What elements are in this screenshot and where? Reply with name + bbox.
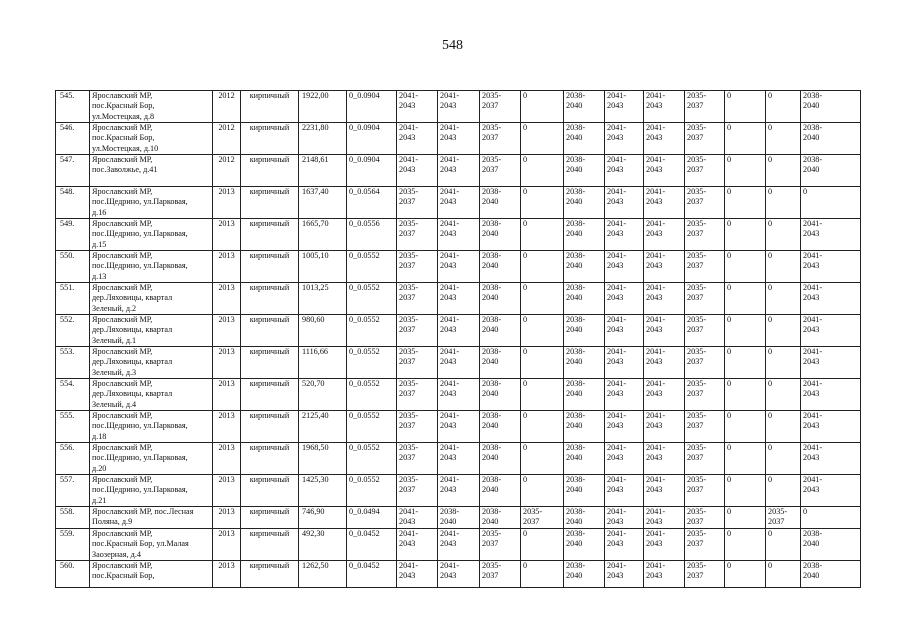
period-cell-10: 0 xyxy=(766,443,801,475)
year-cell: 2012 xyxy=(213,91,241,123)
table-row xyxy=(56,251,861,283)
period-cell-9: 0 xyxy=(725,347,766,379)
period-cell-2: 2041- 2043 xyxy=(438,315,480,347)
period-cell-5: 2038- 2040 xyxy=(564,443,605,475)
period-cell-2: 2041- 2043 xyxy=(438,475,480,507)
year-cell: 2013 xyxy=(213,315,241,347)
row-number-cell: 560. xyxy=(56,561,90,588)
coefficient-cell: 0_0.0904 xyxy=(347,155,397,187)
period-cell-7: 2041- 2043 xyxy=(644,529,685,561)
period-cell-2: 2041- 2043 xyxy=(438,561,480,588)
table-row xyxy=(56,379,861,411)
area-cell: 1116,66 xyxy=(299,347,347,379)
coefficient-cell: 0_0.0552 xyxy=(347,283,397,315)
period-cell-8: 2035- 2037 xyxy=(685,379,725,411)
period-cell-11: 2041- 2043 xyxy=(801,219,861,251)
period-cell-11: 2041- 2043 xyxy=(801,251,861,283)
area-cell: 520,70 xyxy=(299,379,347,411)
area-cell: 2125,40 xyxy=(299,411,347,443)
period-cell-10: 0 xyxy=(766,347,801,379)
period-cell-5: 2038- 2040 xyxy=(564,123,605,155)
area-cell: 2148,61 xyxy=(299,155,347,187)
period-cell-11: 2038- 2040 xyxy=(801,155,861,187)
period-cell-4: 0 xyxy=(521,475,564,507)
coefficient-cell: 0_0.0556 xyxy=(347,219,397,251)
period-cell-3: 2038- 2040 xyxy=(480,379,521,411)
coefficient-cell: 0_0.0904 xyxy=(347,123,397,155)
wall-material-cell: кирпичный xyxy=(241,91,299,123)
period-cell-1: 2035- 2037 xyxy=(397,347,438,379)
period-cell-1: 2035- 2037 xyxy=(397,315,438,347)
area-cell: 1637,40 xyxy=(299,187,347,219)
period-cell-4: 0 xyxy=(521,91,564,123)
period-cell-7: 2041- 2043 xyxy=(644,123,685,155)
coefficient-cell: 0_0.0904 xyxy=(347,91,397,123)
period-cell-8: 2035- 2037 xyxy=(685,561,725,588)
period-cell-8: 2035- 2037 xyxy=(685,347,725,379)
address-cell: Ярославский МР, дер.Ляховицы, квартал Зеленый, д.2 xyxy=(90,283,213,315)
period-cell-1: 2041- 2043 xyxy=(397,529,438,561)
period-cell-4: 0 xyxy=(521,347,564,379)
address-cell: Ярославский МР, пос.Щедрино, ул.Парковая, д.20 xyxy=(90,443,213,475)
period-cell-2: 2041- 2043 xyxy=(438,347,480,379)
period-cell-6: 2041- 2043 xyxy=(605,315,644,347)
period-cell-3: 2038- 2040 xyxy=(480,283,521,315)
period-cell-7: 2041- 2043 xyxy=(644,475,685,507)
period-cell-6: 2041- 2043 xyxy=(605,91,644,123)
row-number-cell: 553. xyxy=(56,347,90,379)
period-cell-8: 2035- 2037 xyxy=(685,123,725,155)
year-cell: 2013 xyxy=(213,475,241,507)
row-number-cell: 558. xyxy=(56,507,90,529)
wall-material-cell: кирпичный xyxy=(241,283,299,315)
address-cell: Ярославский МР, пос.Щедрино, ул.Парковая, д.15 xyxy=(90,219,213,251)
period-cell-4: 0 xyxy=(521,315,564,347)
period-cell-10: 0 xyxy=(766,91,801,123)
period-cell-2: 2041- 2043 xyxy=(438,123,480,155)
period-cell-11: 2041- 2043 xyxy=(801,315,861,347)
period-cell-6: 2041- 2043 xyxy=(605,251,644,283)
period-cell-2: 2041- 2043 xyxy=(438,251,480,283)
period-cell-5: 2038- 2040 xyxy=(564,475,605,507)
period-cell-3: 2035- 2037 xyxy=(480,155,521,187)
period-cell-1: 2035- 2037 xyxy=(397,411,438,443)
year-cell: 2013 xyxy=(213,379,241,411)
area-cell: 980,60 xyxy=(299,315,347,347)
coefficient-cell: 0_0.0552 xyxy=(347,379,397,411)
wall-material-cell: кирпичный xyxy=(241,315,299,347)
wall-material-cell: кирпичный xyxy=(241,411,299,443)
address-cell: Ярославский МР, дер.Ляховицы, квартал Зеленый, д.1 xyxy=(90,315,213,347)
period-cell-2: 2041- 2043 xyxy=(438,283,480,315)
year-cell: 2012 xyxy=(213,155,241,187)
table-row xyxy=(56,155,861,187)
period-cell-1: 2035- 2037 xyxy=(397,251,438,283)
row-number-cell: 556. xyxy=(56,443,90,475)
period-cell-4: 0 xyxy=(521,443,564,475)
year-cell: 2013 xyxy=(213,411,241,443)
period-cell-1: 2035- 2037 xyxy=(397,187,438,219)
period-cell-3: 2038- 2040 xyxy=(480,507,521,529)
period-cell-7: 2041- 2043 xyxy=(644,251,685,283)
wall-material-cell: кирпичный xyxy=(241,155,299,187)
period-cell-9: 0 xyxy=(725,187,766,219)
period-cell-4: 0 xyxy=(521,251,564,283)
table-row xyxy=(56,283,861,315)
wall-material-cell: кирпичный xyxy=(241,561,299,588)
period-cell-1: 2041- 2043 xyxy=(397,155,438,187)
period-cell-1: 2041- 2043 xyxy=(397,507,438,529)
housing-registry-table xyxy=(55,90,861,588)
row-number-cell: 549. xyxy=(56,219,90,251)
period-cell-8: 2035- 2037 xyxy=(685,475,725,507)
row-number-cell: 557. xyxy=(56,475,90,507)
period-cell-9: 0 xyxy=(725,251,766,283)
period-cell-3: 2038- 2040 xyxy=(480,251,521,283)
area-cell: 2231,80 xyxy=(299,123,347,155)
period-cell-7: 2041- 2043 xyxy=(644,219,685,251)
period-cell-5: 2038- 2040 xyxy=(564,379,605,411)
row-number-cell: 548. xyxy=(56,187,90,219)
area-cell: 1968,50 xyxy=(299,443,347,475)
period-cell-1: 2041- 2043 xyxy=(397,561,438,588)
period-cell-6: 2041- 2043 xyxy=(605,561,644,588)
period-cell-7: 2041- 2043 xyxy=(644,443,685,475)
year-cell: 2013 xyxy=(213,347,241,379)
area-cell: 746,90 xyxy=(299,507,347,529)
coefficient-cell: 0_0.0552 xyxy=(347,411,397,443)
period-cell-1: 2035- 2037 xyxy=(397,379,438,411)
period-cell-3: 2038- 2040 xyxy=(480,219,521,251)
period-cell-10: 0 xyxy=(766,529,801,561)
period-cell-9: 0 xyxy=(725,155,766,187)
table-row xyxy=(56,187,861,219)
period-cell-8: 2035- 2037 xyxy=(685,91,725,123)
row-number-cell: 552. xyxy=(56,315,90,347)
address-cell: Ярославский МР, пос.Красный Бор, ул.Мостецкая, д.8 xyxy=(90,91,213,123)
year-cell: 2013 xyxy=(213,251,241,283)
table-body xyxy=(56,91,861,588)
period-cell-2: 2041- 2043 xyxy=(438,379,480,411)
period-cell-7: 2041- 2043 xyxy=(644,411,685,443)
area-cell: 1262,50 xyxy=(299,561,347,588)
coefficient-cell: 0_0.0552 xyxy=(347,443,397,475)
period-cell-7: 2041- 2043 xyxy=(644,347,685,379)
period-cell-10: 0 xyxy=(766,251,801,283)
row-number-cell: 545. xyxy=(56,91,90,123)
period-cell-10: 0 xyxy=(766,155,801,187)
coefficient-cell: 0_0.0552 xyxy=(347,315,397,347)
period-cell-4: 0 xyxy=(521,411,564,443)
area-cell: 1425,30 xyxy=(299,475,347,507)
period-cell-11: 2041- 2043 xyxy=(801,283,861,315)
address-cell: Ярославский МР, пос.Красный Бор, ул.Мостецкая, д.10 xyxy=(90,123,213,155)
period-cell-4: 0 xyxy=(521,123,564,155)
coefficient-cell: 0_0.0564 xyxy=(347,187,397,219)
period-cell-4: 0 xyxy=(521,561,564,588)
period-cell-7: 2041- 2043 xyxy=(644,507,685,529)
period-cell-5: 2038- 2040 xyxy=(564,561,605,588)
period-cell-5: 2038- 2040 xyxy=(564,411,605,443)
period-cell-2: 2041- 2043 xyxy=(438,411,480,443)
period-cell-4: 0 xyxy=(521,283,564,315)
period-cell-3: 2038- 2040 xyxy=(480,443,521,475)
period-cell-2: 2041- 2043 xyxy=(438,219,480,251)
period-cell-5: 2038- 2040 xyxy=(564,91,605,123)
period-cell-10: 0 xyxy=(766,379,801,411)
period-cell-3: 2035- 2037 xyxy=(480,91,521,123)
period-cell-9: 0 xyxy=(725,561,766,588)
period-cell-9: 0 xyxy=(725,507,766,529)
period-cell-11: 2041- 2043 xyxy=(801,379,861,411)
period-cell-2: 2038- 2040 xyxy=(438,507,480,529)
period-cell-11: 2041- 2043 xyxy=(801,347,861,379)
address-cell: Ярославский МР, пос.Щедрино, ул.Парковая, д.21 xyxy=(90,475,213,507)
table-row xyxy=(56,507,861,529)
period-cell-10: 0 xyxy=(766,315,801,347)
period-cell-6: 2041- 2043 xyxy=(605,347,644,379)
period-cell-6: 2041- 2043 xyxy=(605,443,644,475)
period-cell-11: 2038- 2040 xyxy=(801,91,861,123)
period-cell-7: 2041- 2043 xyxy=(644,187,685,219)
period-cell-10: 0 xyxy=(766,123,801,155)
period-cell-6: 2041- 2043 xyxy=(605,187,644,219)
wall-material-cell: кирпичный xyxy=(241,379,299,411)
period-cell-10: 2035- 2037 xyxy=(766,507,801,529)
period-cell-2: 2041- 2043 xyxy=(438,529,480,561)
period-cell-7: 2041- 2043 xyxy=(644,379,685,411)
period-cell-10: 0 xyxy=(766,187,801,219)
year-cell: 2013 xyxy=(213,443,241,475)
coefficient-cell: 0_0.0552 xyxy=(347,347,397,379)
period-cell-1: 2041- 2043 xyxy=(397,91,438,123)
period-cell-11: 2041- 2043 xyxy=(801,443,861,475)
wall-material-cell: кирпичный xyxy=(241,251,299,283)
period-cell-9: 0 xyxy=(725,219,766,251)
period-cell-6: 2041- 2043 xyxy=(605,507,644,529)
table-row xyxy=(56,315,861,347)
period-cell-2: 2041- 2043 xyxy=(438,443,480,475)
period-cell-3: 2038- 2040 xyxy=(480,315,521,347)
period-cell-6: 2041- 2043 xyxy=(605,123,644,155)
area-cell: 1665,70 xyxy=(299,219,347,251)
table-row xyxy=(56,411,861,443)
period-cell-4: 0 xyxy=(521,379,564,411)
period-cell-8: 2035- 2037 xyxy=(685,187,725,219)
period-cell-9: 0 xyxy=(725,315,766,347)
row-number-cell: 550. xyxy=(56,251,90,283)
row-number-cell: 551. xyxy=(56,283,90,315)
period-cell-10: 0 xyxy=(766,411,801,443)
period-cell-9: 0 xyxy=(725,443,766,475)
period-cell-2: 2041- 2043 xyxy=(438,155,480,187)
period-cell-1: 2035- 2037 xyxy=(397,475,438,507)
period-cell-5: 2038- 2040 xyxy=(564,315,605,347)
wall-material-cell: кирпичный xyxy=(241,347,299,379)
period-cell-7: 2041- 2043 xyxy=(644,283,685,315)
period-cell-7: 2041- 2043 xyxy=(644,315,685,347)
table-row xyxy=(56,475,861,507)
period-cell-3: 2038- 2040 xyxy=(480,347,521,379)
period-cell-4: 2035- 2037 xyxy=(521,507,564,529)
wall-material-cell: кирпичный xyxy=(241,475,299,507)
coefficient-cell: 0_0.0552 xyxy=(347,251,397,283)
period-cell-8: 2035- 2037 xyxy=(685,507,725,529)
wall-material-cell: кирпичный xyxy=(241,529,299,561)
period-cell-8: 2035- 2037 xyxy=(685,411,725,443)
period-cell-6: 2041- 2043 xyxy=(605,219,644,251)
address-cell: Ярославский МР, дер.Ляховицы, квартал Зеленый, д.4 xyxy=(90,379,213,411)
address-cell: Ярославский МР, пос.Щедрино, ул.Парковая, д.16 xyxy=(90,187,213,219)
area-cell: 1013,25 xyxy=(299,283,347,315)
table-row xyxy=(56,529,861,561)
period-cell-5: 2038- 2040 xyxy=(564,187,605,219)
address-cell: Ярославский МР, пос.Красный Бор, ул.Малая Заозерная, д.4 xyxy=(90,529,213,561)
period-cell-9: 0 xyxy=(725,529,766,561)
row-number-cell: 547. xyxy=(56,155,90,187)
period-cell-8: 2035- 2037 xyxy=(685,315,725,347)
period-cell-1: 2035- 2037 xyxy=(397,283,438,315)
table-row xyxy=(56,219,861,251)
year-cell: 2012 xyxy=(213,123,241,155)
period-cell-7: 2041- 2043 xyxy=(644,155,685,187)
period-cell-4: 0 xyxy=(521,529,564,561)
period-cell-10: 0 xyxy=(766,475,801,507)
period-cell-5: 2038- 2040 xyxy=(564,251,605,283)
table-row xyxy=(56,123,861,155)
address-cell: Ярославский МР, дер.Ляховицы, квартал Зеленый, д.3 xyxy=(90,347,213,379)
year-cell: 2013 xyxy=(213,283,241,315)
period-cell-4: 0 xyxy=(521,219,564,251)
period-cell-4: 0 xyxy=(521,155,564,187)
area-cell: 1005,10 xyxy=(299,251,347,283)
period-cell-11: 2038- 2040 xyxy=(801,529,861,561)
coefficient-cell: 0_0.0452 xyxy=(347,529,397,561)
year-cell: 2013 xyxy=(213,507,241,529)
year-cell: 2013 xyxy=(213,561,241,588)
period-cell-3: 2035- 2037 xyxy=(480,529,521,561)
table-row xyxy=(56,91,861,123)
period-cell-8: 2035- 2037 xyxy=(685,251,725,283)
period-cell-5: 2038- 2040 xyxy=(564,529,605,561)
period-cell-3: 2035- 2037 xyxy=(480,123,521,155)
period-cell-6: 2041- 2043 xyxy=(605,379,644,411)
period-cell-9: 0 xyxy=(725,475,766,507)
period-cell-8: 2035- 2037 xyxy=(685,219,725,251)
period-cell-3: 2038- 2040 xyxy=(480,475,521,507)
period-cell-9: 0 xyxy=(725,123,766,155)
page-number: 548 xyxy=(442,38,463,53)
wall-material-cell: кирпичный xyxy=(241,123,299,155)
period-cell-10: 0 xyxy=(766,561,801,588)
row-number-cell: 554. xyxy=(56,379,90,411)
coefficient-cell: 0_0.0452 xyxy=(347,561,397,588)
period-cell-8: 2035- 2037 xyxy=(685,283,725,315)
row-number-cell: 546. xyxy=(56,123,90,155)
year-cell: 2013 xyxy=(213,187,241,219)
period-cell-8: 2035- 2037 xyxy=(685,529,725,561)
period-cell-2: 2041- 2043 xyxy=(438,187,480,219)
period-cell-3: 2038- 2040 xyxy=(480,187,521,219)
period-cell-10: 0 xyxy=(766,219,801,251)
period-cell-7: 2041- 2043 xyxy=(644,561,685,588)
period-cell-8: 2035- 2037 xyxy=(685,443,725,475)
table-row xyxy=(56,561,861,588)
address-cell: Ярославский МР, пос.Заволжье, д.41 xyxy=(90,155,213,187)
period-cell-9: 0 xyxy=(725,91,766,123)
area-cell: 492,30 xyxy=(299,529,347,561)
period-cell-11: 0 xyxy=(801,507,861,529)
period-cell-6: 2041- 2043 xyxy=(605,155,644,187)
period-cell-5: 2038- 2040 xyxy=(564,283,605,315)
area-cell: 1922,00 xyxy=(299,91,347,123)
period-cell-11: 0 xyxy=(801,187,861,219)
wall-material-cell: кирпичный xyxy=(241,507,299,529)
wall-material-cell: кирпичный xyxy=(241,443,299,475)
period-cell-10: 0 xyxy=(766,283,801,315)
wall-material-cell: кирпичный xyxy=(241,187,299,219)
period-cell-5: 2038- 2040 xyxy=(564,347,605,379)
address-cell: Ярославский МР, пос.Лесная Поляна, д.9 xyxy=(90,507,213,529)
address-cell: Ярославский МР, пос.Красный Бор, xyxy=(90,561,213,588)
period-cell-6: 2041- 2043 xyxy=(605,283,644,315)
year-cell: 2013 xyxy=(213,219,241,251)
table-row xyxy=(56,443,861,475)
address-cell: Ярославский МР, пос.Щедрино, ул.Парковая, д.18 xyxy=(90,411,213,443)
period-cell-11: 2038- 2040 xyxy=(801,123,861,155)
period-cell-1: 2035- 2037 xyxy=(397,219,438,251)
period-cell-9: 0 xyxy=(725,283,766,315)
period-cell-5: 2038- 2040 xyxy=(564,155,605,187)
period-cell-4: 0 xyxy=(521,187,564,219)
row-number-cell: 555. xyxy=(56,411,90,443)
address-cell: Ярославский МР, пос.Щедрино, ул.Парковая, д.13 xyxy=(90,251,213,283)
period-cell-3: 2035- 2037 xyxy=(480,561,521,588)
wall-material-cell: кирпичный xyxy=(241,219,299,251)
coefficient-cell: 0_0.0552 xyxy=(347,475,397,507)
period-cell-6: 2041- 2043 xyxy=(605,529,644,561)
coefficient-cell: 0_0.0494 xyxy=(347,507,397,529)
period-cell-5: 2038- 2040 xyxy=(564,219,605,251)
table-row xyxy=(56,347,861,379)
year-cell: 2013 xyxy=(213,529,241,561)
period-cell-11: 2038- 2040 xyxy=(801,561,861,588)
period-cell-8: 2035- 2037 xyxy=(685,155,725,187)
row-number-cell: 559. xyxy=(56,529,90,561)
period-cell-6: 2041- 2043 xyxy=(605,475,644,507)
period-cell-11: 2041- 2043 xyxy=(801,411,861,443)
period-cell-11: 2041- 2043 xyxy=(801,475,861,507)
period-cell-2: 2041- 2043 xyxy=(438,91,480,123)
period-cell-3: 2038- 2040 xyxy=(480,411,521,443)
period-cell-6: 2041- 2043 xyxy=(605,411,644,443)
period-cell-9: 0 xyxy=(725,379,766,411)
period-cell-7: 2041- 2043 xyxy=(644,91,685,123)
period-cell-1: 2041- 2043 xyxy=(397,123,438,155)
period-cell-5: 2038- 2040 xyxy=(564,507,605,529)
period-cell-1: 2035- 2037 xyxy=(397,443,438,475)
period-cell-9: 0 xyxy=(725,411,766,443)
